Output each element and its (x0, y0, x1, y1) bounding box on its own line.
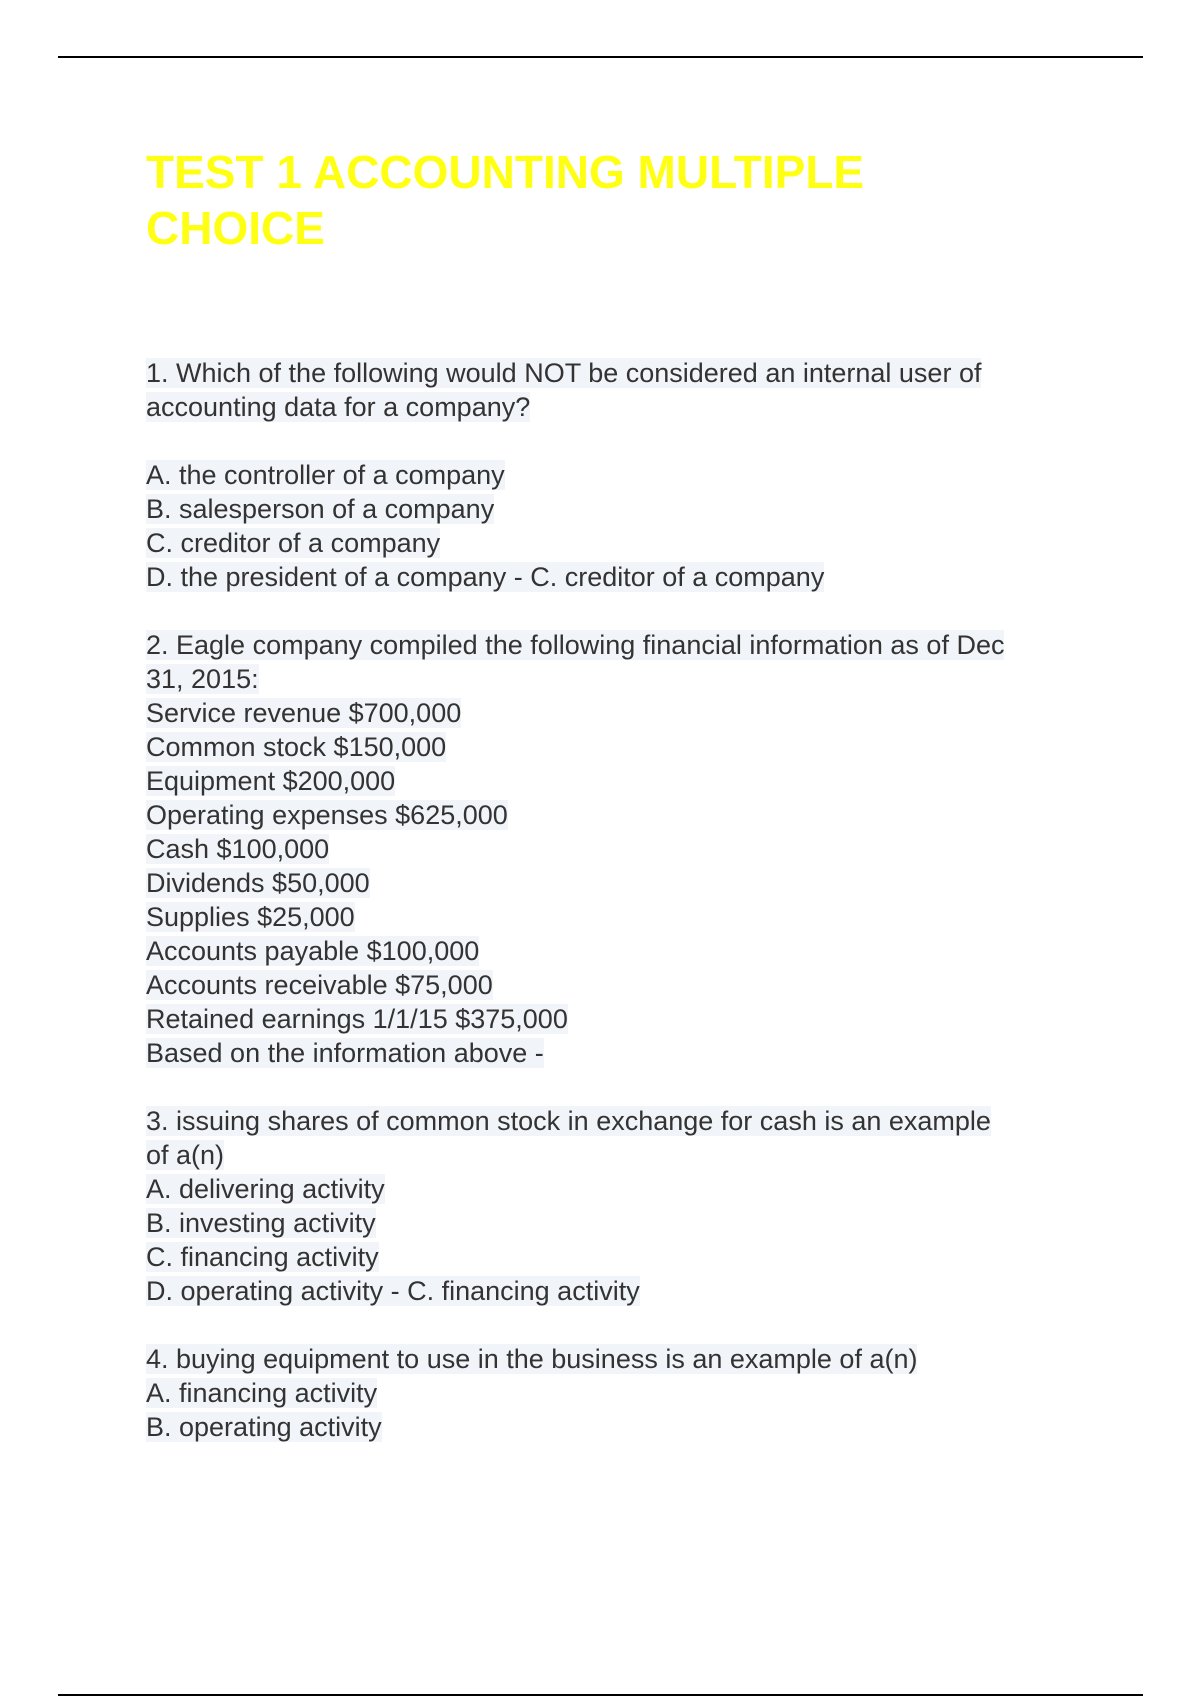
answer-option: D. operating activity - C. financing activity (146, 1276, 640, 1306)
financial-item: Dividends $50,000 (146, 868, 370, 898)
answer-option: A. delivering activity (146, 1174, 385, 1204)
answer-option: B. investing activity (146, 1208, 376, 1238)
question-1-options (146, 458, 1086, 594)
financial-item: Service revenue $700,000 (146, 698, 462, 728)
question-text: of a(n) (146, 1140, 225, 1170)
answer-option: C. creditor of a company (146, 528, 441, 558)
financial-item: Accounts payable $100,000 (146, 936, 480, 966)
question-text: 4. buying equipment to use in the business is an example of a(n) (146, 1344, 918, 1374)
answer-option: B. salesperson of a company (146, 494, 495, 524)
question-1 (146, 356, 1086, 424)
financial-item: Retained earnings 1/1/15 $375,000 (146, 1004, 568, 1034)
answer-option: A. financing activity (146, 1378, 378, 1408)
answer-option: D. the president of a company - C. creditor of a company (146, 562, 825, 592)
question-text: Based on the information above - (146, 1038, 544, 1068)
top-rule (58, 56, 1143, 58)
question-text: accounting data for a company? (146, 392, 531, 422)
answer-option: C. financing activity (146, 1242, 379, 1272)
financial-item: Equipment $200,000 (146, 766, 396, 796)
financial-item: Common stock $150,000 (146, 732, 447, 762)
question-2 (146, 628, 1086, 1070)
financial-item: Supplies $25,000 (146, 902, 355, 932)
financial-item: Cash $100,000 (146, 834, 330, 864)
financial-item: Operating expenses $625,000 (146, 800, 508, 830)
answer-option: A. the controller of a company (146, 460, 505, 490)
question-text: 2. Eagle company compiled the following financial information as of Dec (146, 630, 1005, 660)
financial-item: Accounts receivable $75,000 (146, 970, 493, 1000)
question-list (146, 356, 1086, 1478)
question-3 (146, 1104, 1086, 1308)
document-title (146, 144, 1046, 256)
question-text: 3. issuing shares of common stock in exchange for cash is an example (146, 1106, 991, 1136)
answer-option: B. operating activity (146, 1412, 382, 1442)
bottom-rule (58, 1694, 1143, 1696)
question-text: 1. Which of the following would NOT be considered an internal user of (146, 358, 982, 388)
title-line-1: TEST 1 ACCOUNTING MULTIPLE (146, 146, 865, 198)
question-text: 31, 2015: (146, 664, 259, 694)
title-line-2: CHOICE (146, 202, 325, 254)
question-4 (146, 1342, 1086, 1444)
